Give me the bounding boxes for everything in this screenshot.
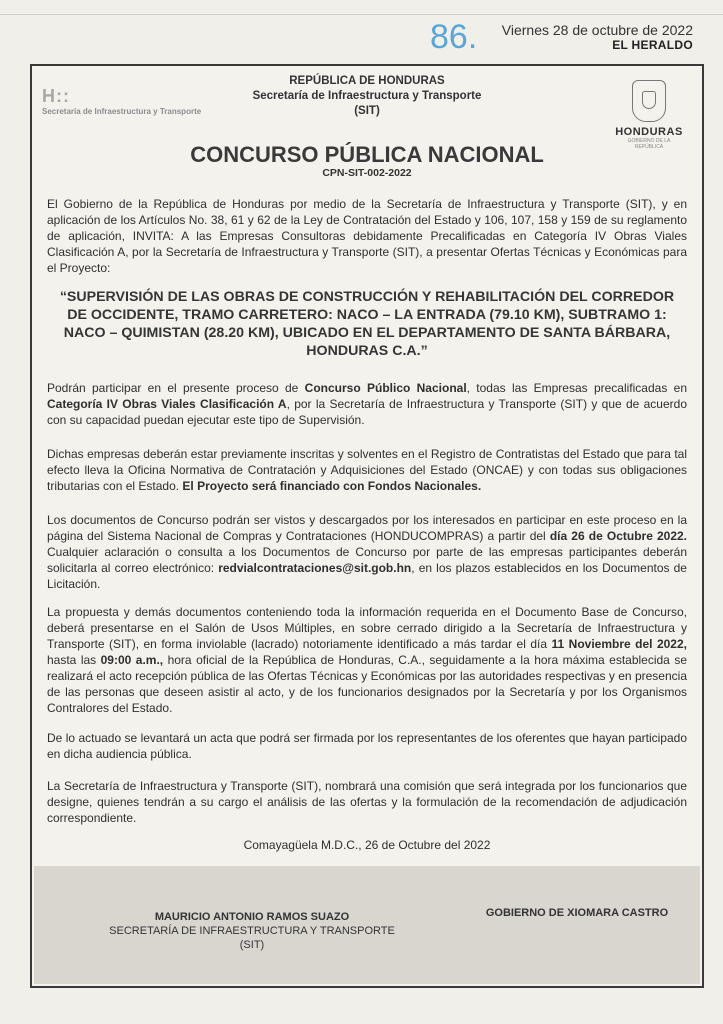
top-rule bbox=[0, 14, 723, 15]
contact-email: redvialcontrataciones@sit.gob.hn bbox=[218, 561, 412, 575]
notice-title: CONCURSO PÚBLICA NACIONAL bbox=[190, 142, 544, 167]
signatory-abbr: (SIT) bbox=[239, 939, 265, 951]
notice-code: CPN-SIT-002-2022 bbox=[322, 167, 412, 179]
signatory-role: SECRETARÍA DE INFRAESTRUCTURA Y TRANSPORTE bbox=[109, 925, 395, 937]
notice-frame bbox=[30, 64, 704, 988]
header-acronym: (SIT) bbox=[354, 105, 380, 117]
intro-paragraph: El Gobierno de la República de Honduras por medio de la Secretaría de Infraestructura y Transporte (SIT), y en aplicación de los Artículos No. 38, 61 y 62 de la Ley de Contratación del Estado y 106, 107, 158 y 159 de su reglamento de aplicación, INVITA: A las Empresas Consultoras debidamente Precalificadas en Categoría IV Obras Viales Clasificación A, por la Secretaría de Infraestructura y Transporte (SIT), a presentar Ofertas Técnicas y Económicas para el Proyecto: bbox=[47, 197, 687, 275]
government-label: GOBIERNO DE XIOMARA CASTRO bbox=[485, 907, 669, 919]
header-ministry: Secretaría de Infraestructura y Transporte bbox=[252, 90, 482, 102]
page-number: 86. bbox=[430, 18, 478, 56]
header-republic: REPÚBLICA DE HONDURAS bbox=[289, 75, 445, 87]
emblem-country-name: HONDURAS bbox=[615, 126, 683, 138]
documents-paragraph: Los documentos de Concurso podrán ser vistos y descargados por los interesados en participar en este proceso en la página del Sistema Nacional de Compras y Contrataciones (HONDUCOMPRAS) a partir del día 26 de Octubre 2022. Cualquier aclaración o consulta a los Documentos de Concurso por parte de las empresas participantes deberán solicitarla al correo electrónico: redvialcontrataciones@sit.gob.hn, en los plazos establecidos en los Documentos de Licitación. bbox=[47, 513, 688, 591]
place-and-date: Comayagüela M.D.C., 26 de Octubre del 2022 bbox=[243, 838, 491, 852]
signatory-block bbox=[92, 910, 412, 952]
participation-paragraph: Podrán participar en el presente proceso de Concurso Público Nacional, todas las Empresas precalificadas en Categoría IV Obras Viales Clasificación A, por la Secretaría de Infraestructura y Transporte (SIT) y que de acuerdo con su capacidad puedan ejecutar este tipo de Supervisión. bbox=[47, 381, 687, 427]
submission-paragraph: La propuesta y demás documentos conteniendo toda la información requerida en el Documento Base de Concurso, deberá presentarse en el Salón de Usos Múltiples, en sobre cerrado dirigido a la Secretaría de Infraestructura y Transporte (SIT), en forma inviolable (lacrado) notoriamente identificado a más tardar el día 11 Noviembre del 2022, hasta las 09:00 a.m., hora oficial de la República de Honduras, C.A., seguidamente a la hora máxima establecida se realizará el acto recepción pública de las Ofertas Técnicas y Económicas por las autoridades respectivas y en presencia de las personas que deseen asistir al acto, y de los funcionarios designados por la Secretaría y por los Organismos Contralores del Estado. bbox=[47, 605, 687, 715]
emblem-subtext: GOBIERNO DE LA REPÚBLICA bbox=[627, 138, 671, 150]
newspaper-name: EL HERALDO bbox=[612, 38, 693, 52]
sit-logo-text: Secretaría de Infraestructura y Transporte bbox=[42, 107, 202, 116]
sit-logo-mark: H:: bbox=[42, 86, 70, 106]
registration-paragraph: Dichas empresas deberán estar previamente inscritas y solventes en el Registro de Contratistas del Estado que para tal efecto lleva la Oficina Normativa de Contratación y Adquisiciones del Estado (ONCAE) y con todas sus obligaciones tributarias con el Estado. El Proyecto será financiado con Fondos Nacionales. bbox=[47, 447, 687, 493]
issue-date: Viernes 28 de octubre de 2022 bbox=[501, 22, 693, 38]
minutes-paragraph: De lo actuado se levantará un acta que podrá ser firmada por los representantes de los oferentes que hayan participado en dicha audiencia pública. bbox=[47, 731, 687, 761]
commission-paragraph: La Secretaría de Infraestructura y Transporte (SIT), nombrará una comisión que será integrada por los funcionarios que designe, quienes tendrán a su cargo el análisis de las ofertas y la formulación de la recomendación de adjudicación correspondiente. bbox=[47, 779, 687, 825]
project-title: “SUPERVISIÓN DE LAS OBRAS DE CONSTRUCCIÓN Y REHABILITACIÓN DEL CORREDOR DE OCCIDENTE, TRAMO CARRETERO: NACO – LA ENTRADA (79.10 KM), SUBTRAMO 1: NACO – QUIMISTAN (28.20 KM), UBICADO EN EL DEPARTAMENTO DE SANTA BÁRBARA, HONDURAS C.A.” bbox=[59, 289, 675, 359]
signatory-name: MAURICIO ANTONIO RAMOS SUAZO bbox=[154, 911, 350, 923]
